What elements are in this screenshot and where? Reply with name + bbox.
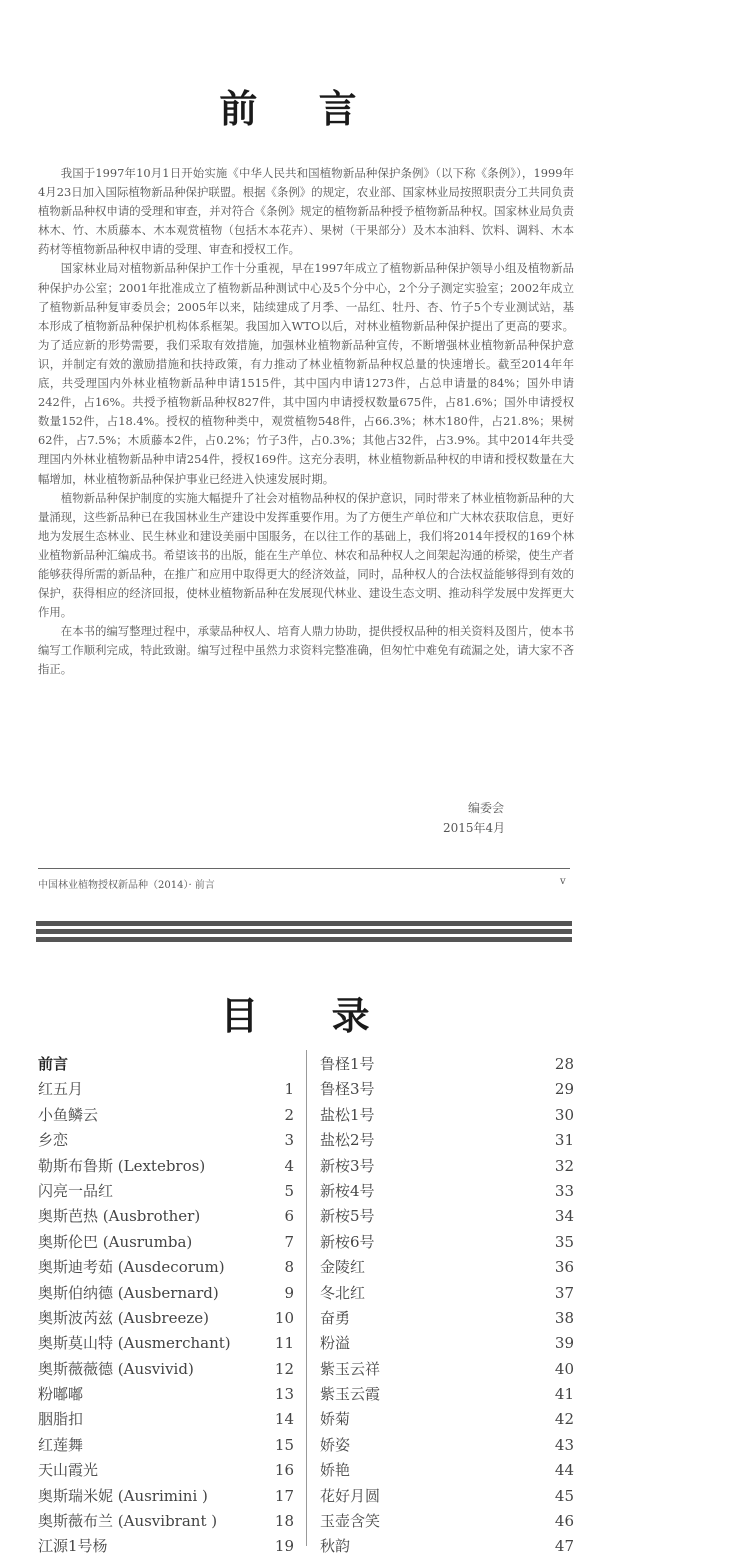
toc-entry-title: 鲁柽1号 bbox=[320, 1055, 375, 1073]
toc-entry-page: 17 bbox=[274, 1486, 294, 1505]
toc-entry-page: 38 bbox=[554, 1308, 574, 1327]
toc-entry[interactable] bbox=[320, 1129, 574, 1154]
toc-entry-title: 小鱼鳞云 bbox=[38, 1105, 99, 1124]
toc-entry[interactable] bbox=[38, 1383, 294, 1408]
toc-entry[interactable] bbox=[38, 1358, 294, 1383]
toc-entry-title: 娇艳 bbox=[320, 1461, 351, 1480]
toc-entry[interactable] bbox=[320, 1434, 574, 1459]
toc-entry-page: 3 bbox=[284, 1131, 294, 1150]
toc-entry-page: 32 bbox=[554, 1156, 574, 1175]
toc-entry[interactable] bbox=[38, 1408, 294, 1433]
toc-entry-title: 秋韵 bbox=[320, 1537, 351, 1556]
toc-entry[interactable] bbox=[320, 1307, 574, 1332]
toc-entry-title: 红莲舞 bbox=[38, 1435, 84, 1454]
toc-entry[interactable] bbox=[38, 1078, 294, 1103]
toc-entry-page: 43 bbox=[554, 1435, 574, 1454]
toc-entry[interactable] bbox=[38, 1180, 294, 1205]
toc-entry-page: 15 bbox=[274, 1435, 294, 1454]
toc-entry[interactable] bbox=[320, 1383, 574, 1408]
toc-entry[interactable] bbox=[320, 1078, 574, 1103]
toc-entry-page: 37 bbox=[554, 1283, 574, 1302]
toc-entry-page: 4 bbox=[284, 1156, 294, 1175]
toc-entry-title: 盐松2号 bbox=[320, 1131, 375, 1150]
preface-title: 前 言 bbox=[219, 86, 381, 131]
toc-entry-title: 奥斯迪考茹 (Ausdecorum) bbox=[38, 1258, 225, 1277]
toc-entry[interactable] bbox=[38, 1332, 294, 1357]
toc-entry-page: 18 bbox=[274, 1512, 294, 1531]
toc-entry-page: 41 bbox=[554, 1385, 574, 1404]
toc-entry[interactable] bbox=[38, 1231, 294, 1256]
toc-entry-page: 40 bbox=[554, 1359, 574, 1378]
toc-entry[interactable] bbox=[38, 1434, 294, 1459]
preface-date: 2015年4月 bbox=[443, 821, 506, 835]
toc-column-divider bbox=[306, 1050, 307, 1546]
toc-entry[interactable] bbox=[320, 1459, 574, 1484]
toc-entry[interactable] bbox=[38, 1104, 294, 1129]
toc-entry[interactable] bbox=[38, 1485, 294, 1510]
toc-entry[interactable] bbox=[38, 1256, 294, 1281]
toc-entry[interactable] bbox=[320, 1535, 574, 1560]
toc-entry-page: 45 bbox=[554, 1486, 574, 1505]
running-footer: 中国林业植物授权新品种（2014）· 前言 bbox=[38, 880, 215, 891]
toc-entry-title: 乡恋 bbox=[38, 1131, 69, 1150]
toc-entry-title: 粉嘟嘟 bbox=[38, 1385, 84, 1404]
toc-entry-title: 奋勇 bbox=[320, 1308, 351, 1327]
toc-left-column bbox=[38, 1053, 294, 1561]
toc-entry-title: 闪亮一品红 bbox=[38, 1181, 114, 1200]
toc-entry-page: 10 bbox=[274, 1308, 294, 1327]
toc-entry-title: 新桉6号 bbox=[320, 1232, 375, 1251]
toc-entry-title: 鲁柽3号 bbox=[320, 1080, 375, 1099]
toc-entry[interactable] bbox=[320, 1053, 574, 1078]
toc-entry-page: 8 bbox=[284, 1258, 294, 1277]
toc-entry-title: 前言 bbox=[38, 1055, 69, 1073]
toc-entry-title: 玉壶含笑 bbox=[320, 1512, 381, 1531]
toc-entry-page: 14 bbox=[274, 1410, 294, 1429]
toc-entry-page: 42 bbox=[554, 1410, 574, 1429]
toc-entry-page: 46 bbox=[554, 1512, 574, 1531]
toc-entry[interactable] bbox=[320, 1358, 574, 1383]
toc-entry-title: 奥斯波芮兹 (Ausbreeze) bbox=[38, 1308, 209, 1327]
toc-entry-page: 19 bbox=[274, 1537, 294, 1556]
toc-entry[interactable] bbox=[38, 1053, 294, 1078]
toc-entry[interactable] bbox=[320, 1485, 574, 1510]
toc-entry-page: 44 bbox=[554, 1461, 574, 1480]
toc-entry-page: 9 bbox=[284, 1283, 294, 1302]
page-break-stripe bbox=[36, 937, 572, 942]
toc-entry[interactable] bbox=[320, 1155, 574, 1180]
toc-entry-page: 30 bbox=[554, 1105, 574, 1124]
toc-entry-title: 奥斯莫山特 (Ausmerchant) bbox=[38, 1334, 231, 1353]
page-number: v bbox=[560, 876, 566, 887]
toc-entry-page: 16 bbox=[274, 1461, 294, 1480]
toc-entry-title: 新桉3号 bbox=[320, 1156, 375, 1175]
toc-entry-title: 新桉5号 bbox=[320, 1207, 375, 1226]
toc-title: 目 录 bbox=[220, 993, 400, 1038]
toc-right-column bbox=[320, 1053, 574, 1561]
toc-entry-page: 34 bbox=[554, 1207, 574, 1226]
toc-entry-page: 13 bbox=[274, 1385, 294, 1404]
toc-entry-page: 47 bbox=[554, 1537, 574, 1556]
toc-entry[interactable] bbox=[38, 1155, 294, 1180]
toc-entry-page: 7 bbox=[284, 1232, 294, 1251]
toc-entry-title: 奥斯薇布兰 (Ausvibrant ) bbox=[38, 1512, 218, 1531]
toc-entry[interactable] bbox=[38, 1535, 294, 1560]
toc-entry-title: 奥斯芭热 (Ausbrother) bbox=[38, 1207, 201, 1226]
toc-entry-title: 娇姿 bbox=[320, 1435, 351, 1454]
toc-entry[interactable] bbox=[320, 1180, 574, 1205]
toc-entry-page: 28 bbox=[554, 1055, 574, 1073]
toc-entry-title: 盐松1号 bbox=[320, 1105, 375, 1124]
toc-entry-title: 江源1号杨 bbox=[38, 1537, 108, 1556]
toc-entry-title: 紫玉云霞 bbox=[320, 1385, 381, 1404]
toc-entry-page: 5 bbox=[284, 1181, 294, 1200]
toc-entry-page: 2 bbox=[284, 1105, 294, 1124]
toc-entry-title: 紫玉云祥 bbox=[320, 1359, 381, 1378]
toc-entry-page: 1 bbox=[284, 1080, 294, 1099]
toc-entry-page: 33 bbox=[554, 1181, 574, 1200]
toc-entry[interactable] bbox=[38, 1205, 294, 1230]
toc-entry-page: 12 bbox=[274, 1359, 294, 1378]
toc-entry-title: 勒斯布鲁斯 (Lextebros) bbox=[38, 1156, 206, 1175]
toc-entry-title: 粉溢 bbox=[320, 1334, 351, 1353]
toc-entry[interactable] bbox=[38, 1129, 294, 1154]
toc-entry[interactable] bbox=[320, 1510, 574, 1535]
toc-entry[interactable] bbox=[320, 1104, 574, 1129]
toc-entry[interactable] bbox=[320, 1256, 574, 1281]
toc-entry[interactable] bbox=[38, 1459, 294, 1484]
toc-entry-page: 29 bbox=[554, 1080, 574, 1099]
toc-entry-title: 娇菊 bbox=[320, 1410, 351, 1429]
preface-paragraph: 我国于1997年10月1日开始实施《中华人民共和国植物新品种保护条例》（以下称《条例》），1999年4月23日加入国际植物新品种保护联盟。根据《条例》的规定，农业部、国家林业局按照职责分工共同负责植物新品种权申请的受理和审查，并对符合《条例》规定的植物新品种授予植物新品种权。国家林业局负责林木、竹、木质藤本、木本观赏植物（包括木本花卉）、果树（干果部分）及木本油料、饮料、调料、木本药材等植物新品种权申请的受理、审查和授权工作。 bbox=[38, 166, 574, 257]
preface-signature: 编委会 bbox=[468, 801, 505, 815]
toc-entry[interactable] bbox=[320, 1205, 574, 1230]
toc-entry[interactable] bbox=[320, 1408, 574, 1433]
toc-entry-title: 胭脂扣 bbox=[38, 1410, 84, 1429]
toc-entry-page: 35 bbox=[554, 1232, 574, 1251]
toc-entry-title: 新桉4号 bbox=[320, 1181, 375, 1200]
toc-entry-page: 31 bbox=[554, 1131, 574, 1150]
preface-paragraph: 国家林业局对植物新品种保护工作十分重视，早在1997年成立了植物新品种保护领导小组及植物新品种保护办公室；2001年批准成立了植物新品种测试中心及5个分中心，2个分子测定实验室；2002年成立了植物新品种复审委员会；2005年以来，陆续建成了月季、一品红、牡丹、杏、竹子5个专业测试站，基本形成了植物新品种保护机构体系框架。我国加入WTO以后，对林业植物新品种保护提出了更高的要求。为了适应新的形势需要，我们采取有效措施，加强林业植物新品种宣传，不断增强林业植物新品种保护意识，并制定有效的激励措施和扶持政策，有力推动了林业植物新品种权总量的快速增长。截至2014年年底，共受理国内外林业植物新品种申请1515件，其中国内申请1273件，占总申请量的84%；国外申请242件，占16%。共授予植物新品种权827件，其中国内申请授权数量675件，占81.6%；国外申请授权数量152件，占18.4%。授权的植物种类中，观赏植物548件，占66.3%；林木180件，占21.8%；果树62件，占7.5%；木质藤本2件，占0.2%；竹子3件，占0.3%；其他占32件，占3.9%。其中2014年共受理国内外林业植物新品种申请254件，授权169件。这充分表明，林业植物新品种权的申请和授权数量在大幅增加，林业植物新品种保护事业已经进入快速发展时期。 bbox=[38, 261, 574, 486]
toc-entry-title: 奥斯伦巴 (Ausrumba) bbox=[38, 1232, 193, 1251]
toc-entry[interactable] bbox=[320, 1231, 574, 1256]
toc-entry-page: 39 bbox=[554, 1334, 574, 1353]
toc-entry-page: 36 bbox=[554, 1258, 574, 1277]
footer-divider bbox=[38, 868, 570, 869]
page-break-stripe bbox=[36, 929, 572, 934]
page-break-stripe bbox=[36, 921, 572, 926]
preface-paragraph: 在本书的编写整理过程中，承蒙品种权人、培育人鼎力协助，提供授权品种的相关资料及图片，使本书编写工作顺利完成，特此致谢。编写过程中虽然力求资料完整准确，但匆忙中难免有疏漏之处，请大家不吝指正。 bbox=[38, 624, 574, 677]
toc-entry-page: 6 bbox=[284, 1207, 294, 1226]
toc-entry[interactable] bbox=[320, 1282, 574, 1307]
toc-entry-title: 奥斯薇薇德 (Ausvivid) bbox=[38, 1359, 194, 1378]
preface-paragraph: 植物新品种保护制度的实施大幅提升了社会对植物品种权的保护意识，同时带来了林业植物新品种的大量涌现，这些新品种已在我国林业生产建设中发挥重要作用。为了方便生产单位和广大林农获取信息，更好地为发展生态林业、民生林业和建设美丽中国服务，在以往工作的基础上，我们将2014年授权的169个林业植物新品种汇编成书。希望该书的出版，能在生产单位、林农和品种权人之间架起沟通的桥梁，使生产者能够获得所需的新品种，在推广和应用中取得更大的经济效益，同时，品种权人的合法权益能够得到有效的保护，获得相应的经济回报，使林业植物新品种在发展现代林业、建设生态文明、推动科学发展中发挥更大作用。 bbox=[38, 490, 574, 620]
toc-entry-title: 花好月圆 bbox=[320, 1486, 381, 1505]
toc-entry[interactable] bbox=[38, 1282, 294, 1307]
toc-entry[interactable] bbox=[38, 1307, 294, 1332]
toc-entry-title: 红五月 bbox=[38, 1080, 84, 1099]
toc-entry-title: 冬北红 bbox=[320, 1283, 366, 1302]
toc-entry-title: 天山霞光 bbox=[38, 1461, 99, 1480]
preface-body bbox=[38, 164, 574, 680]
toc-entry-title: 奥斯伯纳德 (Ausbernard) bbox=[38, 1283, 219, 1302]
toc-entry[interactable] bbox=[38, 1510, 294, 1535]
toc-entry-title: 金陵红 bbox=[320, 1258, 366, 1277]
toc-entry-page: 11 bbox=[274, 1334, 294, 1353]
toc-entry[interactable] bbox=[320, 1332, 574, 1357]
toc-entry-title: 奥斯瑞米妮 (Ausrimini ) bbox=[38, 1486, 208, 1505]
